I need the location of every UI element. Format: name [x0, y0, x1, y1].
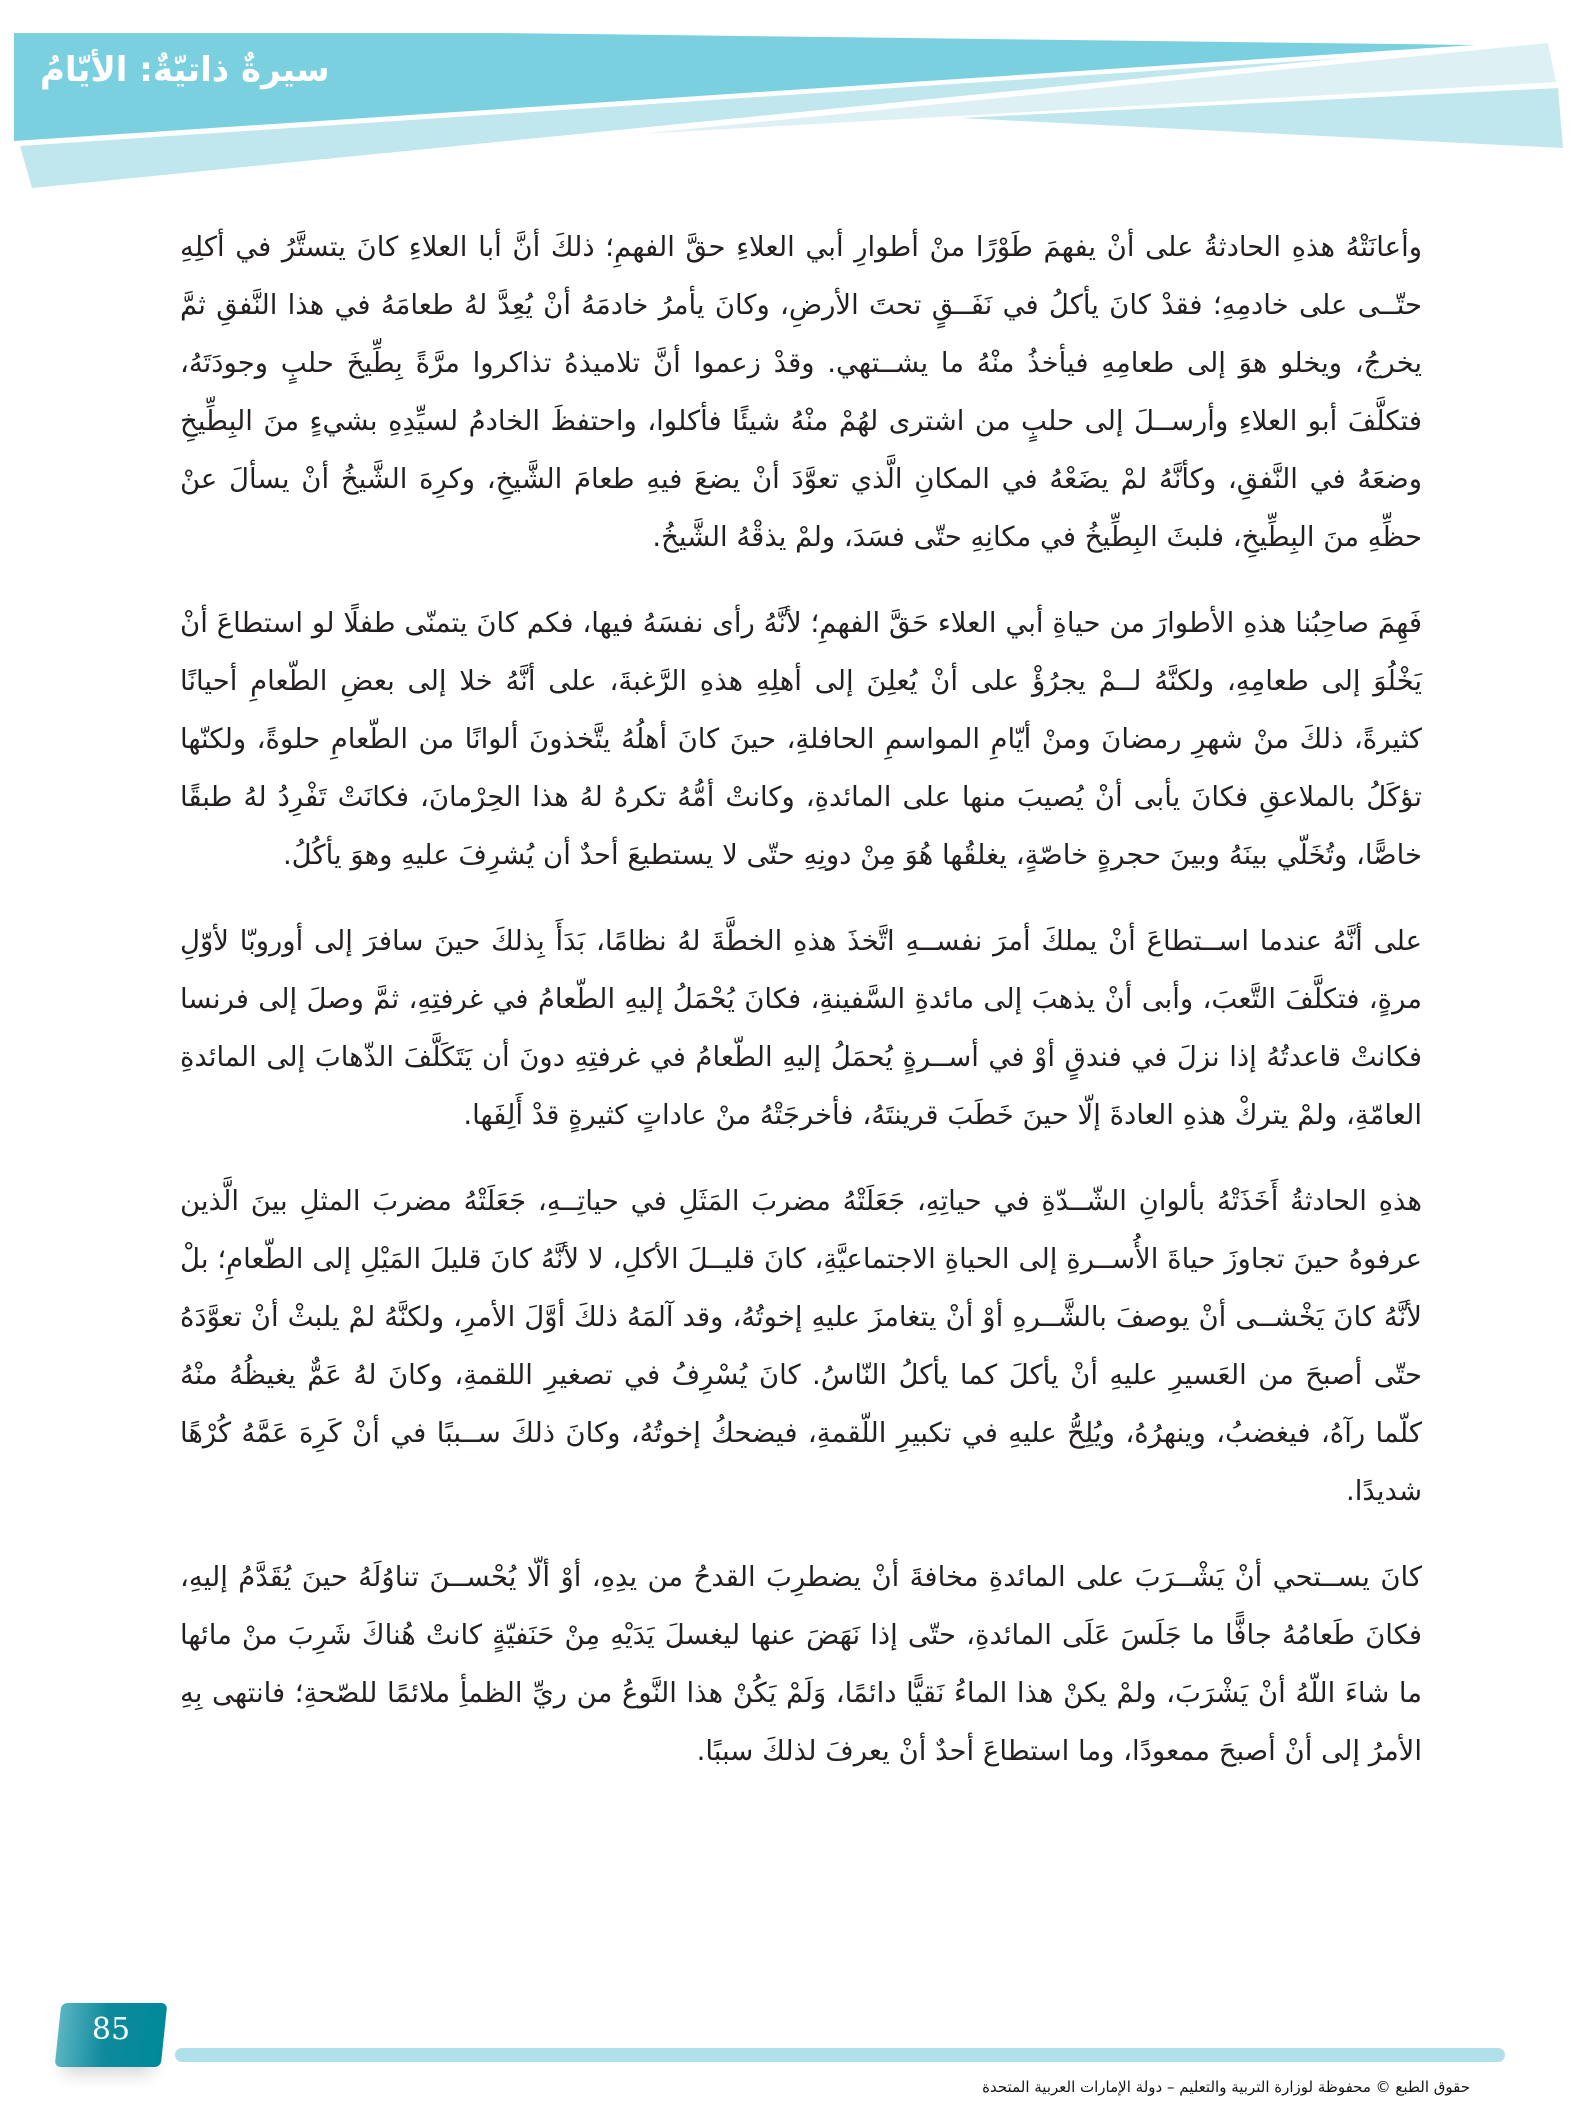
footer-bar: [175, 2048, 1505, 2062]
article-body: [180, 218, 1422, 1808]
paragraph-4: هذهِ الحادثةُ أَخَذَتْهُ بألوانِ الشّــدّةِ في حياتِهِ، جَعَلَتْهُ مضربَ المَثَلِ في حياتِــهِ، جَعَلَتْهُ مضربَ المثلِ بينَ الَّذين عرفوهُ حينَ تجاوزَ حياةَ الأُســرةِ إلى الحياةِ الاجتماعيَّةِ، كانَ قليــلَ الأكلِ، لا لأنَّهُ كانَ قليلَ المَيْلِ إلى الطّعامِ؛ بلْ لأنَّهُ كانَ يَخْشــى أنْ يوصفَ بالشَّــرهِ أوْ أنْ يتغامزَ عليهِ إخوتُهُ، وقد آلمَهُ ذلكَ أوَّلَ الأمرِ، ولكنَّهُ لمْ يلبثْ أنْ تعوَّدَهُ حتّى أصبحَ من العَسيرِ عليهِ أنْ يأكلَ كما يأكلُ النّاسُ. كانَ يُسْرِفُ في تصغيرِ اللقمةِ، وكانَ لهُ عَمٌّ يغيظُهُ منْهُ كلّما رآهُ، فيغضبُ، وينهرُهُ، ويُلِحُّ عليهِ في تكبيرِ اللّقمةِ، فيضحكُ إخوتُهُ، وكانَ ذلكَ ســببًا في أنْ كَرِهَ عَمَّهُ كُرْهًا شديدًا.: [180, 1185, 1422, 1507]
page-number: 85: [91, 2012, 131, 2047]
header-banner: [0, 0, 1575, 200]
copyright-notice: حقوق الطبع © محفوظة لوزارة التربية والتعليم – دولة الإمارات العربية المتحدة: [982, 2078, 1470, 2096]
page-title: سيرةٌ ذاتيّةٌ: الأيّامُ: [40, 50, 330, 90]
paragraph-5: كانَ يســتحي أنْ يَشْــرَبَ على المائدةِ مخافةَ أنْ يضطرِبَ القدحُ من يدِهِ، أوْ ألّا يُحْســنَ تناوُلَهُ حينَ يُقَدَّمُ إليهِ، فكانَ طَعامُهُ جافًّا ما جَلَسَ عَلَى المائدةِ، حتّى إذا نَهَضَ عنها ليغسلَ يَدَيْهِ مِنْ حَنَفيّةٍ كانتْ هُناكَ شَرِبَ منْ مائها ما شاءَ اللّهُ أنْ يَشْرَبَ، ولمْ يكنْ هذا الماءُ نَقيًّا دائمًا، وَلَمْ يَكُنْ هذا النَّوعُ من ريِّ الظمأِ ملائمًا للصّحةِ؛ فانتهى بِهِ الأمرُ إلى أنْ أصبحَ ممعودًا، وما استطاعَ أحدٌ أنْ يعرفَ لذلكَ سببًا.: [180, 1561, 1422, 1767]
paragraph-2: فَهِمَ صاحِبُنا هذهِ الأطوارَ من حياةِ أبي العلاء حَقَّ الفهمِ؛ لأنَّهُ رأى نفسَهُ فيها، فكم كانَ يتمنّى طفلًا لو استطاعَ أنْ يَخْلُوَ إلى طعامِهِ، ولكنَّهُ لــمْ يجرُؤْ على أنْ يُعلِنَ إلى أهلِهِ هذهِ الرَّغبةَ، على أنَّهُ خلا إلى بعضِ الطّعامِ أحيانًا كثيرةً، ذلكَ منْ شهرِ رمضانَ ومنْ أيّامِ المواسمِ الحافلةِ، حينَ كانَ أهلُهُ يتَّخذونَ ألوانًا من الطّعامِ حلوةً، ولكنّها تؤكَلُ بالملاعقِ فكانَ يأبى أنْ يُصيبَ منها على المائدةِ، وكانتْ أمُّهُ تكرهُ لهُ هذا الحِرْمانَ، فكانَتْ تَفْرِدُ لهُ طبقًا خاصًّا، وتُخَلّي بينَهُ وبينَ حجرةٍ خاصّةٍ، يغلقُها هُوَ مِنْ دونِهِ حتّى لا يستطيعَ أحدٌ أن يُشرِفَ عليهِ وهوَ يأكُلُ.: [180, 607, 1422, 871]
paragraph-1: وأعانَتْهُ هذهِ الحادثةُ على أنْ يفهمَ طَوْرًا منْ أطوارِ أبي العلاءِ حقَّ الفهمِ؛ ذلكَ أنَّ أبا العلاءِ كانَ يتستَّرُ في أكلِهِ حتّــى على خادمِهِ؛ فقدْ كانَ يأكلُ في نَفَــقٍ تحتَ الأرضِ، وكانَ يأمرُ خادمَهُ أنْ يُعِدَّ لهُ طعامَهُ في هذا النَّفقِ ثمَّ يخرجُ، ويخلو هوَ إلى طعامِهِ فيأخذُ منْهُ ما يشــتهي. وقدْ زعموا أنَّ تلاميذهُ تذاكروا مرَّةً بِطِّيخَ حلبٍ وجودَتَهُ، فتكلَّفَ أبو العلاءِ وأرســلَ إلى حلبٍ من اشترى لهُمْ منْهُ شيئًا فأكلوا، واحتفظَ الخادمُ لسيِّدِهِ بشيءٍ منَ البِطِّيخِ وضعَهُ في النَّفقِ، وكأنَّهُ لمْ يضَعْهُ في المكانِ الَّذي تعوَّدَ أنْ يضعَ فيهِ طعامَ الشَّيخِ، وكرِهَ الشَّيخُ أنْ يسألَ عنْ حظِّهِ منَ البِطِّيخِ، فلبثَ البِطِّيخُ في مكانِهِ حتّى فسَدَ، ولمْ يذقْهُ الشَّيخُ.: [180, 231, 1422, 553]
paragraph-3: على أنَّهُ عندما اســتطاعَ أنْ يملكَ أمرَ نفســهِ اتَّخذَ هذهِ الخطَّةَ لهُ نظامًا، بَدَأَ بِذلكَ حينَ سافرَ إلى أوروبّا لأوّلِ مرةٍ، فتكلَّفَ التَّعبَ، وأبى أنْ يذهبَ إلى مائدةِ السَّفينةِ، فكانَ يُحْمَلُ إليهِ الطّعامُ في غرفتِهِ، ثمَّ وصلَ إلى فرنسا فكانتْ قاعدتُهُ إذا نزلَ في فندقٍ أوْ في أســرةٍ يُحمَلُ إليهِ الطّعامُ في غرفتِهِ دونَ أن يَتَكَلَّفَ الذّهابَ إلى المائدةِ العامّةِ، ولمْ يتركْ هذهِ العادةَ إلّا حينَ خَطَبَ قرينتَهُ، فأخرجَتْهُ منْ عاداتٍ كثيرةٍ قدْ أَلِفَها.: [180, 925, 1422, 1131]
